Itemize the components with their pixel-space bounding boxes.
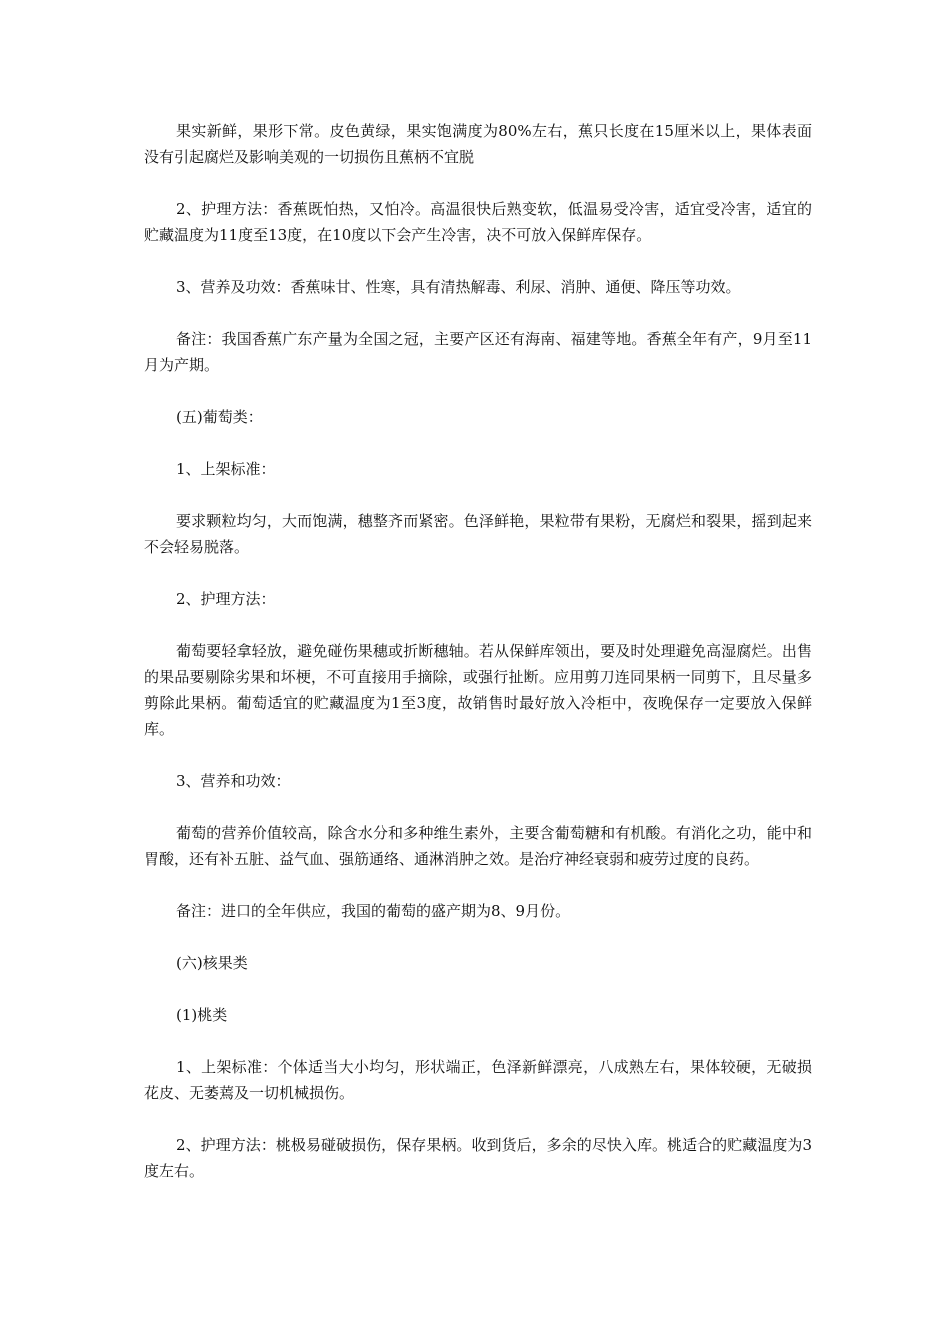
paragraph-peach-care: 2、护理方法：桃极易碰破损伤，保存果柄。收到货后，多余的尽快入库。桃适合的贮藏温度为3度左右。 <box>144 1136 812 1180</box>
subheading-grape-nutrition: 3、营养和功效： <box>176 772 291 790</box>
paragraph-grape-nutrition: 葡萄的营养价值较高，除含水分和多种维生素外，主要含葡萄糖和有机酸。有消化之功，能中和胃酸，还有补五脏、益气血、强筋通络、通淋消肿之效。是治疗神经衰弱和疲劳过度的良药。 <box>144 824 812 868</box>
paragraph-grape-care: 葡萄要轻拿轻放，避免碰伤果穗或折断穗轴。若从保鲜库领出，要及时处理避免高湿腐烂。出售的果品要剔除劣果和坏梗，不可直接用手摘除，或强行扯断。应用剪刀连同果柄一同剪下，且尽量多剪除此果柄。葡萄适宜的贮藏温度为1至3度，故销售时最好放入冷柜中，夜晚保存一定要放入保鲜库。 <box>144 642 812 738</box>
paragraph-banana-care: 2、护理方法：香蕉既怕热，又怕冷。高温很快后熟变软，低温易受冷害，适宜受冷害，适宜的贮藏温度为11度至13度，在10度以下会产生冷害，决不可放入保鲜库保存。 <box>144 200 812 244</box>
paragraph-peach-standard: 1、上架标准：个体适当大小均匀，形状端正，色泽新鲜漂亮，八成熟左右，果体较硬，无破损花皮、无萎蔫及一切机械损伤。 <box>144 1058 812 1102</box>
section-heading-grapes: (五)葡萄类： <box>176 408 263 426</box>
paragraph-banana-note: 备注：我国香蕉广东产量为全国之冠，主要产区还有海南、福建等地。香蕉全年有产，9月至11月为产期。 <box>144 330 812 374</box>
subheading-grape-care: 2、护理方法： <box>176 590 276 608</box>
paragraph-banana-standard: 果实新鲜，果形下常。皮色黄绿，果实饱满度为80%左右，蕉只长度在15厘米以上，果体表面没有引起腐烂及影响美观的一切损伤且蕉柄不宜脱 <box>144 122 812 166</box>
document-body <box>144 118 812 1210</box>
subheading-peaches: (1)桃类 <box>176 1006 228 1024</box>
subheading-grape-standard: 1、上架标准： <box>176 460 276 478</box>
paragraph-grape-note: 备注：进口的全年供应，我国的葡萄的盛产期为8、9月份。 <box>176 902 571 920</box>
section-heading-stone-fruit: (六)核果类 <box>176 954 248 972</box>
paragraph-banana-nutrition: 3、营养及功效：香蕉味甘、性寒，具有清热解毒、利尿、消肿、通便、降压等功效。 <box>176 278 741 296</box>
paragraph-grape-standard: 要求颗粒均匀，大而饱满，穗整齐而紧密。色泽鲜艳，果粒带有果粉，无腐烂和裂果，摇到起来不会轻易脱落。 <box>144 512 812 556</box>
